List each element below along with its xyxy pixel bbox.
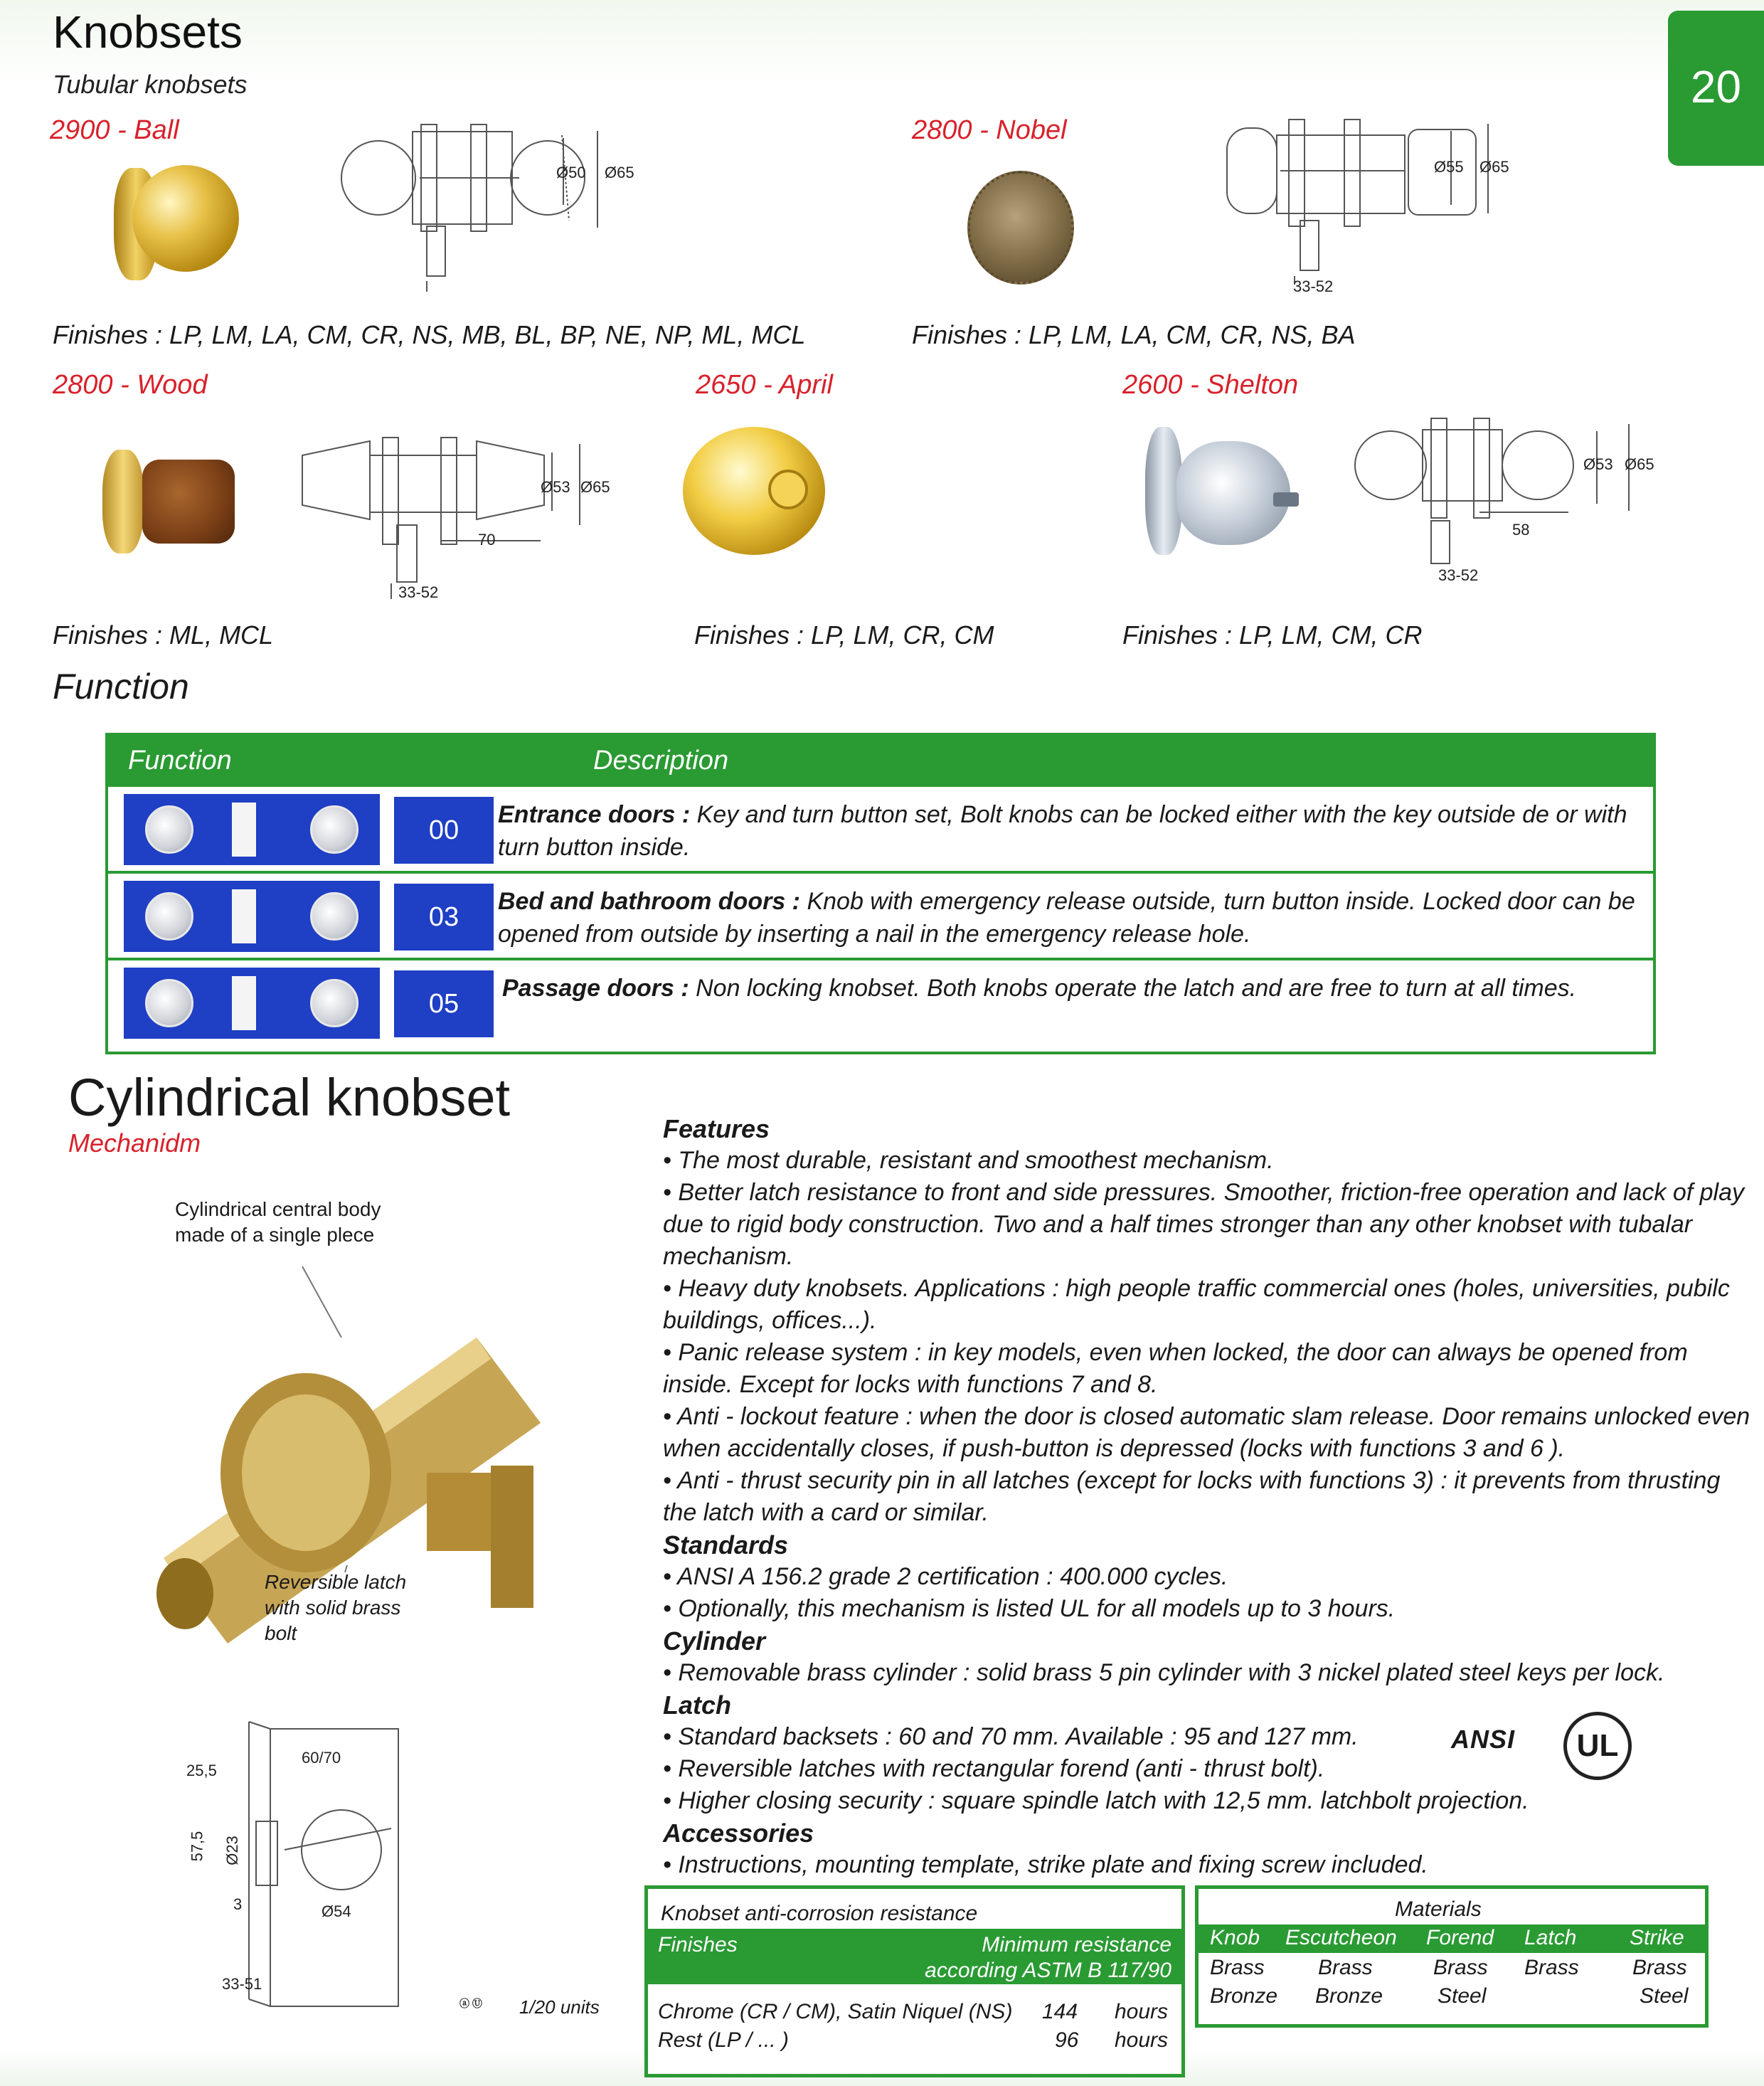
table-row [108,874,1653,960]
dimension-label: Ø50 [556,164,586,181]
feature-item: • Better latch resistance to front and side pressures. Smoother, friction-free operation and lack of play due to rigid body construction. Two and a half times stronger than any other knobset with tubalar mechanism. [663,1179,1745,1270]
table-header [1199,1924,1705,1953]
ball-knob-photo [132,165,239,272]
header-astm: according ASTM B 117/90 [925,1959,1171,1982]
dimension-label: Ø65 [580,478,610,496]
table-cell: Steel [1438,1984,1487,2008]
feature-item: • Anti - thrust security pin in all latches (except for locks with functions 3) : it prevents from thrusting the latch with a card or similar. [663,1467,1721,1526]
dimension-label: Ø54 [322,1902,351,1920]
page-subtitle: Tubular knobsets [53,70,248,99]
table-cell: Steel [1640,1984,1689,2008]
function-code: 05 [394,970,494,1037]
header-cell: Escutcheon [1285,1926,1397,1949]
function-description [502,972,1654,1005]
table-cell: Brass [1632,1956,1687,1979]
function-description [498,885,1650,951]
ul-logo: UL [1563,1712,1632,1780]
dimension-label: 57,5 [188,1831,206,1862]
standard-item: • ANSI A 156.2 grade 2 certification : 400.000 cycles. [663,1563,1228,1590]
function-title: Passage doors : [502,975,689,1002]
function-text: Key and turn button set, Bolt knobs can be locked either with the key outside de or with turn button inside. [498,801,1627,861]
cylinder-item: • Removable brass cylinder : solid brass 5 pin cylinder with 3 nickel plated steel keys per lock. [663,1659,1665,1686]
header-min-resistance: Minimum resistance [982,1933,1171,1957]
product-name: 2800 - Nobel [912,115,1067,145]
table-header [108,736,1653,787]
table-title: Materials [1395,1897,1482,1921]
table-cell: Bronze [1210,1984,1278,2008]
dimension-label: 3 [233,1895,243,1913]
standard-item: • Optionally, this mechanism is listed UL for all models up to 3 hours. [663,1595,1396,1622]
latch-item: • Standard backsets : 60 and 70 mm. Available : 95 and 127 mm. [663,1723,1359,1750]
corrosion-table [644,1885,1185,2077]
ansi-logo: ANSI [1451,1725,1516,1754]
section-subtitle: Mechanidm [68,1128,201,1158]
table-row [108,960,1653,1052]
product-finishes: Finishes : LP, LM, LA, CM, CR, NS, BA [912,320,1356,349]
table-title: Knobset anti-corrosion resistance [661,1902,978,1925]
function-title: Entrance doors : [498,801,691,828]
wood-knob-drawing [299,434,612,605]
callout-text: Reversible latch with solid brass bolt [265,1571,407,1644]
header-cell: Forend [1426,1926,1494,1949]
nobel-knob-photo [967,171,1074,285]
header-cell: Strike [1630,1926,1684,1949]
dimension-label: Ø65 [1625,455,1654,473]
table-cell: Brass [1433,1956,1488,1979]
table-cell: Brass [1210,1956,1265,1979]
product-finishes: Finishes : LP, LM, CR, CM [694,620,994,650]
product-finishes: Finishes : ML, MCL [53,620,274,650]
dimension-label: Ø65 [1479,158,1509,176]
dimension-label: 58 [1512,521,1530,539]
feature-item: • Panic release system : in key models, even when locked, the door can always be opened from inside. Except for locks with functions 7 and 8. [663,1339,1688,1398]
dimension-label: Ø53 [1583,455,1613,473]
feature-item: • The most durable, resistant and smoothest mechanism. [663,1147,1274,1174]
finish-cell: Rest (LP / ... ) [658,2028,789,2052]
function-illustration [124,881,380,952]
dimension-label: 33-52 [1438,566,1479,584]
heading-features: Features [663,1114,770,1143]
header-cell: Knob [1210,1926,1260,1949]
product-name: 2600 - Shelton [1122,370,1299,400]
table-cell: Brass [1318,1956,1373,1979]
dimension-label: 70 [478,531,496,549]
product-finishes: Finishes : LP, LM, CM, CR [1122,620,1423,650]
dimension-label: Ø55 [1434,158,1464,176]
dimension-label: 60/70 [302,1749,341,1767]
dimension-label: Ø23 [223,1836,241,1865]
ball-knob-drawing [334,121,633,292]
header-cell: Latch [1524,1926,1577,1949]
page-number-tab: 20 [1668,11,1764,166]
heading-latch: Latch [663,1690,732,1720]
header-description: Description [593,746,729,775]
table-cell: Brass [1524,1956,1579,1979]
wood-knob-photo [142,460,235,544]
unit-cell: hours [1115,2028,1169,2052]
section-heading: Function [53,667,189,706]
feature-item: • Heavy duty knobsets. Applications : high people traffic commercial ones (holes, universities, pubilc buildings, offices...). [663,1275,1730,1334]
product-name: 2800 - Wood [53,370,208,400]
heading-accessories: Accessories [663,1818,814,1848]
nobel-knob-drawing [1223,114,1522,292]
table-cell: Bronze [1315,1984,1383,2008]
shelton-knob-drawing [1351,413,1650,583]
table-header [648,1929,1181,1984]
feature-item: • Anti - lockout feature : when the door is closed automatic slam release. Door remains unlocked even when accidentally closes, if push-button is depressed (locks with functions 3 and 6 ). [663,1403,1750,1462]
value-cell: 144 [1042,2000,1078,2023]
units-note: 1/20 units [519,1996,600,2018]
function-code: 03 [394,884,494,951]
table-row [108,787,1653,874]
heading-standards: Standards [663,1530,789,1560]
function-illustration [124,794,380,865]
function-text: Knob with emergency release outside, turn button inside. Locked door can be opened from outside by inserting a nail in the emergency release hole. [498,888,1635,948]
header-function: Function [128,746,232,775]
dimension-label: 33-51 [222,1975,262,1993]
dimension-label: 33-52 [1293,277,1334,295]
page-title: Knobsets [53,6,243,58]
latch-item: • Higher closing security : square spindle latch with 12,5 mm. latchbolt projection. [663,1787,1529,1814]
shelton-knob-photo [1273,492,1299,507]
function-table [105,733,1656,1054]
dimension-label: Ø65 [605,164,634,181]
small-logos: ⓐ Ⓤ [459,1998,482,2009]
wood-knob-photo [102,450,144,554]
product-name: 2650 - April [696,370,833,400]
callout-text: Cylindrical central body made of a single plece [175,1198,381,1246]
product-name: 2900 - Ball [50,115,179,145]
finish-cell: Chrome (CR / CM), Satin Niquel (NS) [658,2000,1013,2023]
function-code: 00 [394,797,494,864]
dimension-label: 25,5 [186,1762,217,1779]
header-finishes: Finishes [658,1933,738,1957]
value-cell: 96 [1055,2028,1079,2052]
function-illustration [124,968,380,1039]
accessories-item: • Instructions, mounting template, strike plate and fixing screw included. [663,1851,1428,1878]
function-text: Non locking knobset. Both knobs operate the latch and are free to turn at all times. [689,975,1577,1002]
latch-item: • Reversible latches with rectangular forend (anti - thrust bolt). [663,1755,1325,1782]
product-finishes: Finishes : LP, LM, LA, CM, CR, NS, MB, BL, BP, NE, NP, ML, MCL [53,320,806,349]
april-knob-photo [768,470,808,509]
materials-table [1195,1885,1709,2028]
section-title: Cylindrical knobset [68,1068,511,1127]
heading-cylinder: Cylinder [663,1626,766,1656]
dimension-label: 33-52 [398,583,439,601]
function-title: Bed and bathroom doors : [498,888,800,915]
dimension-label: Ø53 [541,478,570,496]
function-description [498,798,1650,864]
unit-cell: hours [1115,2000,1169,2023]
